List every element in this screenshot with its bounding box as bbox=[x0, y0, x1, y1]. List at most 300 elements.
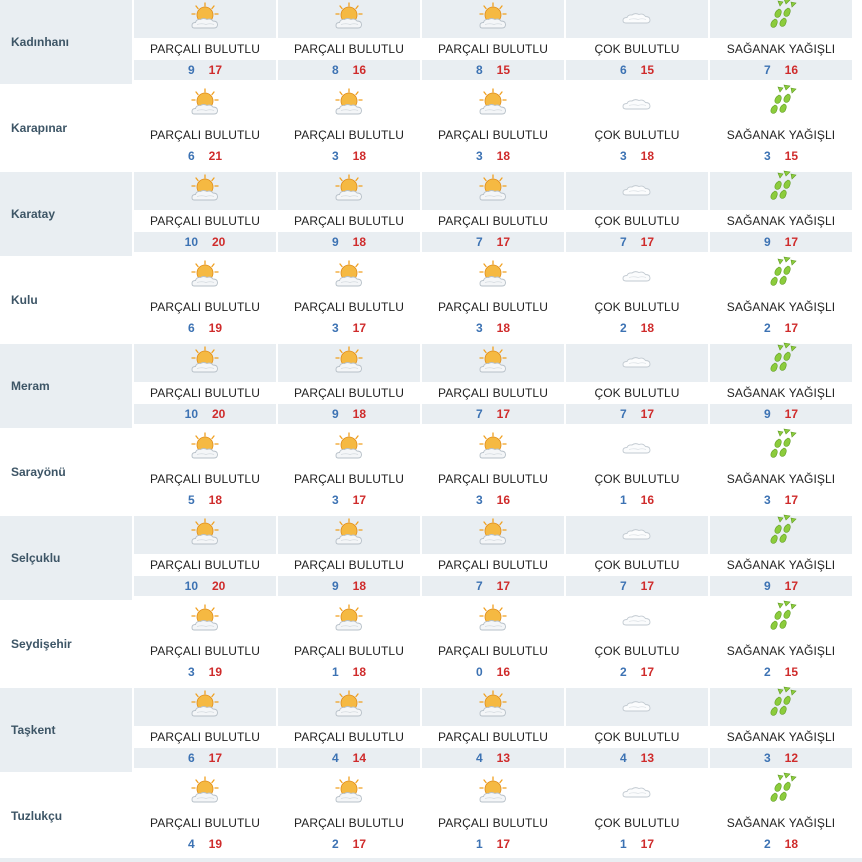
min-temperature: 9 bbox=[763, 235, 771, 249]
day-forecast bbox=[134, 258, 276, 342]
min-temperature: 10 bbox=[184, 579, 198, 593]
temperature-range bbox=[422, 404, 564, 424]
weather-icon-area bbox=[710, 0, 852, 38]
weather-icon-area bbox=[278, 516, 420, 554]
cloudy-icon bbox=[620, 517, 654, 554]
city-name[interactable]: Karatay bbox=[0, 172, 132, 256]
cloudy-icon bbox=[620, 345, 654, 382]
min-temperature: 10 bbox=[184, 407, 198, 421]
day-forecast bbox=[710, 774, 852, 858]
weather-icon-area bbox=[566, 0, 708, 38]
condition-label: PARÇALI BULUTLU bbox=[150, 730, 260, 744]
partly-cloudy-icon bbox=[332, 517, 366, 554]
min-temperature: 3 bbox=[187, 665, 195, 679]
temperature-range bbox=[422, 318, 564, 338]
weather-icon-area bbox=[278, 344, 420, 382]
cloudy-icon bbox=[620, 431, 654, 468]
forecast-row bbox=[0, 430, 862, 514]
partly-cloudy-icon bbox=[332, 259, 366, 296]
max-temperature: 17 bbox=[784, 579, 799, 593]
partly-cloudy-icon bbox=[188, 259, 222, 296]
max-temperature: 20 bbox=[212, 235, 226, 249]
condition-label: PARÇALI BULUTLU bbox=[294, 386, 404, 400]
weather-icon-area bbox=[566, 344, 708, 382]
partly-cloudy-icon bbox=[188, 775, 222, 812]
condition-label: PARÇALI BULUTLU bbox=[150, 128, 260, 142]
day-forecast bbox=[566, 258, 708, 342]
day-forecast bbox=[278, 774, 420, 858]
min-temperature: 3 bbox=[619, 149, 627, 163]
min-temperature: 4 bbox=[619, 751, 627, 765]
day-forecast bbox=[710, 0, 852, 84]
max-temperature: 18 bbox=[640, 149, 655, 163]
weather-icon-area bbox=[566, 258, 708, 296]
partly-cloudy-icon bbox=[188, 345, 222, 382]
min-temperature: 1 bbox=[331, 665, 339, 679]
min-temperature: 7 bbox=[619, 579, 627, 593]
condition-label: SAĞANAK YAĞIŞLI bbox=[726, 644, 836, 658]
condition-label: PARÇALI BULUTLU bbox=[294, 730, 404, 744]
temperature-range bbox=[278, 60, 420, 80]
weather-icon-area bbox=[566, 688, 708, 726]
min-temperature: 3 bbox=[475, 149, 483, 163]
partly-cloudy-icon bbox=[332, 431, 366, 468]
max-temperature: 21 bbox=[208, 149, 223, 163]
min-temperature: 1 bbox=[475, 837, 483, 851]
temperature-range bbox=[710, 662, 852, 682]
temperature-range bbox=[422, 576, 564, 596]
weather-icon-area bbox=[134, 86, 276, 124]
partly-cloudy-icon bbox=[188, 1, 222, 38]
city-name[interactable]: Sarayönü bbox=[11, 465, 66, 479]
min-temperature: 7 bbox=[763, 63, 771, 77]
weather-icon-area bbox=[710, 258, 852, 296]
max-temperature: 15 bbox=[640, 63, 655, 77]
weather-icon-area bbox=[422, 86, 564, 124]
temperature-range bbox=[422, 146, 564, 166]
day-forecast bbox=[134, 344, 276, 428]
partly-cloudy-icon bbox=[188, 603, 222, 640]
forecast-row bbox=[0, 688, 862, 772]
temperature-range bbox=[422, 662, 564, 682]
max-temperature: 17 bbox=[784, 407, 799, 421]
weather-icon-area bbox=[422, 258, 564, 296]
min-temperature: 10 bbox=[184, 235, 198, 249]
temperature-range bbox=[134, 576, 276, 596]
condition-label: ÇOK BULUTLU bbox=[594, 300, 680, 314]
temperature-range bbox=[710, 232, 852, 252]
partly-cloudy-icon bbox=[188, 173, 222, 210]
min-temperature: 3 bbox=[475, 493, 483, 507]
condition-label: PARÇALI BULUTLU bbox=[438, 128, 548, 142]
temperature-range bbox=[278, 662, 420, 682]
day-forecast bbox=[422, 172, 564, 256]
day-forecast bbox=[134, 602, 276, 686]
weather-icon-area bbox=[278, 0, 420, 38]
day-forecast bbox=[422, 258, 564, 342]
max-temperature: 19 bbox=[208, 321, 223, 335]
max-temperature: 17 bbox=[352, 493, 367, 507]
day-forecast bbox=[278, 602, 420, 686]
min-temperature: 3 bbox=[475, 321, 483, 335]
cloudy-icon bbox=[620, 173, 654, 210]
city-name[interactable]: Tuzlukçu bbox=[11, 809, 63, 823]
day-forecast bbox=[422, 516, 564, 600]
weather-icon-area bbox=[422, 344, 564, 382]
temperature-range bbox=[422, 60, 564, 80]
day-forecast bbox=[710, 258, 852, 342]
partly-cloudy-icon bbox=[476, 87, 510, 124]
max-temperature: 17 bbox=[496, 579, 511, 593]
forecast-row bbox=[0, 516, 862, 600]
temperature-range bbox=[566, 232, 708, 252]
weather-icon-area bbox=[134, 172, 276, 210]
temperature-range bbox=[134, 232, 276, 252]
condition-label: PARÇALI BULUTLU bbox=[438, 558, 548, 572]
temperature-range bbox=[278, 576, 420, 596]
weather-icon-area bbox=[134, 516, 276, 554]
weather-icon-area bbox=[278, 774, 420, 812]
max-temperature: 14 bbox=[352, 751, 367, 765]
max-temperature: 18 bbox=[496, 321, 511, 335]
cloudy-icon bbox=[620, 259, 654, 296]
partly-cloudy-icon bbox=[476, 431, 510, 468]
day-forecast bbox=[278, 86, 420, 170]
day-forecast bbox=[278, 172, 420, 256]
condition-label: PARÇALI BULUTLU bbox=[294, 300, 404, 314]
condition-label: PARÇALI BULUTLU bbox=[294, 128, 404, 142]
max-temperature: 18 bbox=[784, 837, 799, 851]
temperature-range bbox=[422, 232, 564, 252]
weather-icon-area bbox=[710, 344, 852, 382]
shower-rain-icon bbox=[764, 513, 798, 554]
max-temperature: 17 bbox=[784, 235, 799, 249]
temperature-range bbox=[710, 60, 852, 80]
city-name[interactable]: Karapınar bbox=[11, 121, 68, 135]
city-name[interactable]: Kadınhanı bbox=[0, 0, 132, 84]
partly-cloudy-icon bbox=[476, 259, 510, 296]
temperature-range bbox=[134, 490, 276, 510]
condition-label: ÇOK BULUTLU bbox=[594, 730, 680, 744]
day-forecast bbox=[566, 344, 708, 428]
max-temperature: 15 bbox=[496, 63, 511, 77]
condition-label: PARÇALI BULUTLU bbox=[150, 644, 260, 658]
max-temperature: 18 bbox=[640, 321, 655, 335]
condition-label: PARÇALI BULUTLU bbox=[294, 558, 404, 572]
weather-icon-area bbox=[710, 172, 852, 210]
temperature-range bbox=[278, 318, 420, 338]
temperature-range bbox=[134, 146, 276, 166]
min-temperature: 5 bbox=[187, 493, 195, 507]
city-name[interactable]: Selçuklu bbox=[0, 516, 132, 600]
temperature-range bbox=[422, 834, 564, 854]
day-forecast bbox=[278, 688, 420, 772]
max-temperature: 13 bbox=[640, 751, 655, 765]
condition-label: PARÇALI BULUTLU bbox=[294, 816, 404, 830]
day-forecast bbox=[278, 0, 420, 84]
max-temperature: 17 bbox=[640, 837, 655, 851]
day-forecast bbox=[710, 344, 852, 428]
temperature-range bbox=[134, 318, 276, 338]
day-forecast bbox=[566, 602, 708, 686]
partly-cloudy-icon bbox=[332, 689, 366, 726]
min-temperature: 9 bbox=[187, 63, 195, 77]
condition-label: PARÇALI BULUTLU bbox=[438, 386, 548, 400]
weather-icon-area bbox=[134, 774, 276, 812]
weather-icon-area bbox=[422, 688, 564, 726]
min-temperature: 2 bbox=[331, 837, 339, 851]
max-temperature: 18 bbox=[352, 149, 367, 163]
temperature-range bbox=[278, 404, 420, 424]
partly-cloudy-icon bbox=[332, 345, 366, 382]
max-temperature: 12 bbox=[784, 751, 799, 765]
min-temperature: 7 bbox=[475, 579, 483, 593]
condition-label: SAĞANAK YAĞIŞLI bbox=[726, 128, 836, 142]
day-forecast bbox=[134, 0, 276, 84]
min-temperature: 8 bbox=[331, 63, 339, 77]
max-temperature: 17 bbox=[784, 493, 799, 507]
day-forecast bbox=[134, 86, 276, 170]
day-forecast bbox=[710, 602, 852, 686]
max-temperature: 17 bbox=[640, 407, 655, 421]
city-name[interactable]: Taşkent bbox=[0, 688, 132, 772]
condition-label: PARÇALI BULUTLU bbox=[438, 730, 548, 744]
condition-label: PARÇALI BULUTLU bbox=[294, 214, 404, 228]
temperature-range bbox=[566, 748, 708, 768]
min-temperature: 3 bbox=[763, 149, 771, 163]
day-forecast bbox=[134, 516, 276, 600]
partly-cloudy-icon bbox=[476, 775, 510, 812]
weather-icon-area bbox=[278, 86, 420, 124]
max-temperature: 20 bbox=[212, 579, 226, 593]
day-forecast bbox=[278, 430, 420, 514]
temperature-range bbox=[134, 60, 276, 80]
condition-label: PARÇALI BULUTLU bbox=[294, 644, 404, 658]
forecast-row bbox=[0, 774, 862, 858]
temperature-range bbox=[134, 834, 276, 854]
temperature-range bbox=[278, 146, 420, 166]
weather-icon-area bbox=[422, 430, 564, 468]
cloudy-icon bbox=[620, 689, 654, 726]
max-temperature: 17 bbox=[352, 837, 367, 851]
min-temperature: 3 bbox=[763, 493, 771, 507]
max-temperature: 18 bbox=[496, 149, 511, 163]
day-forecast bbox=[710, 430, 852, 514]
weather-icon-area bbox=[278, 688, 420, 726]
partly-cloudy-icon bbox=[188, 689, 222, 726]
min-temperature: 0 bbox=[475, 665, 483, 679]
weather-icon-area bbox=[566, 516, 708, 554]
day-forecast bbox=[566, 86, 708, 170]
min-temperature: 2 bbox=[763, 665, 771, 679]
condition-label: SAĞANAK YAĞIŞLI bbox=[726, 558, 836, 572]
day-forecast bbox=[422, 602, 564, 686]
weather-icon-area bbox=[134, 602, 276, 640]
max-temperature: 17 bbox=[496, 235, 511, 249]
min-temperature: 3 bbox=[331, 493, 339, 507]
day-forecast bbox=[422, 430, 564, 514]
max-temperature: 17 bbox=[640, 665, 655, 679]
partly-cloudy-icon bbox=[476, 517, 510, 554]
min-temperature: 7 bbox=[475, 407, 483, 421]
condition-label: SAĞANAK YAĞIŞLI bbox=[726, 730, 836, 744]
condition-label: ÇOK BULUTLU bbox=[594, 386, 680, 400]
max-temperature: 19 bbox=[208, 665, 223, 679]
partly-cloudy-icon bbox=[476, 173, 510, 210]
max-temperature: 17 bbox=[208, 63, 223, 77]
forecast-row bbox=[0, 344, 862, 428]
weather-icon-area bbox=[710, 430, 852, 468]
min-temperature: 2 bbox=[763, 321, 771, 335]
temperature-range bbox=[134, 662, 276, 682]
max-temperature: 17 bbox=[496, 407, 511, 421]
day-forecast bbox=[422, 344, 564, 428]
weather-icon-area bbox=[710, 774, 852, 812]
weather-icon-area bbox=[134, 258, 276, 296]
condition-label: PARÇALI BULUTLU bbox=[438, 644, 548, 658]
temperature-range bbox=[278, 748, 420, 768]
condition-label: PARÇALI BULUTLU bbox=[294, 472, 404, 486]
temperature-range bbox=[566, 490, 708, 510]
min-temperature: 4 bbox=[331, 751, 339, 765]
temperature-range bbox=[710, 576, 852, 596]
weather-icon-area bbox=[134, 430, 276, 468]
day-forecast bbox=[566, 516, 708, 600]
shower-rain-icon bbox=[764, 341, 798, 382]
max-temperature: 16 bbox=[496, 493, 511, 507]
temperature-range bbox=[566, 834, 708, 854]
partly-cloudy-icon bbox=[332, 775, 366, 812]
temperature-range bbox=[278, 232, 420, 252]
temperature-range bbox=[566, 318, 708, 338]
temperature-range bbox=[566, 576, 708, 596]
forecast-row bbox=[0, 172, 862, 256]
partly-cloudy-icon bbox=[476, 603, 510, 640]
day-forecast bbox=[566, 172, 708, 256]
temperature-range bbox=[422, 748, 564, 768]
max-temperature: 18 bbox=[352, 407, 367, 421]
temperature-range bbox=[710, 490, 852, 510]
max-temperature: 18 bbox=[352, 579, 367, 593]
cloudy-icon bbox=[620, 603, 654, 640]
condition-label: PARÇALI BULUTLU bbox=[150, 214, 260, 228]
condition-label: PARÇALI BULUTLU bbox=[150, 300, 260, 314]
day-forecast bbox=[710, 86, 852, 170]
temperature-range bbox=[710, 748, 852, 768]
weather-icon-area bbox=[278, 430, 420, 468]
condition-label: PARÇALI BULUTLU bbox=[438, 300, 548, 314]
day-forecast bbox=[422, 86, 564, 170]
condition-label: PARÇALI BULUTLU bbox=[438, 214, 548, 228]
condition-label: ÇOK BULUTLU bbox=[594, 472, 680, 486]
cloudy-icon bbox=[620, 87, 654, 124]
weather-icon-area bbox=[278, 172, 420, 210]
partly-cloudy-icon bbox=[188, 87, 222, 124]
condition-label: ÇOK BULUTLU bbox=[594, 128, 680, 142]
day-forecast bbox=[278, 516, 420, 600]
city-name[interactable]: Kulu bbox=[11, 293, 38, 307]
partly-cloudy-icon bbox=[476, 689, 510, 726]
day-forecast bbox=[278, 344, 420, 428]
partly-cloudy-icon bbox=[476, 1, 510, 38]
temperature-range bbox=[710, 834, 852, 854]
condition-label: SAĞANAK YAĞIŞLI bbox=[726, 472, 836, 486]
day-forecast bbox=[710, 688, 852, 772]
max-temperature: 17 bbox=[208, 751, 223, 765]
forecast-row bbox=[0, 258, 862, 342]
max-temperature: 17 bbox=[640, 235, 655, 249]
day-forecast bbox=[134, 430, 276, 514]
temperature-range bbox=[566, 404, 708, 424]
condition-label: PARÇALI BULUTLU bbox=[438, 816, 548, 830]
min-temperature: 6 bbox=[187, 321, 195, 335]
weather-icon-area bbox=[422, 516, 564, 554]
max-temperature: 16 bbox=[352, 63, 367, 77]
weather-icon-area bbox=[134, 688, 276, 726]
temperature-range bbox=[278, 490, 420, 510]
min-temperature: 9 bbox=[331, 407, 339, 421]
partly-cloudy-icon bbox=[332, 1, 366, 38]
min-temperature: 2 bbox=[763, 837, 771, 851]
temperature-range bbox=[422, 490, 564, 510]
weather-icon-area bbox=[422, 172, 564, 210]
condition-label: PARÇALI BULUTLU bbox=[150, 558, 260, 572]
max-temperature: 18 bbox=[352, 235, 367, 249]
partly-cloudy-icon bbox=[476, 345, 510, 382]
day-forecast bbox=[422, 0, 564, 84]
min-temperature: 1 bbox=[619, 493, 627, 507]
temperature-range bbox=[566, 60, 708, 80]
max-temperature: 17 bbox=[640, 579, 655, 593]
shower-rain-icon bbox=[764, 83, 798, 124]
condition-label: PARÇALI BULUTLU bbox=[150, 42, 260, 56]
temperature-range bbox=[710, 318, 852, 338]
forecast-row bbox=[0, 0, 862, 84]
min-temperature: 8 bbox=[475, 63, 483, 77]
partly-cloudy-icon bbox=[332, 603, 366, 640]
shower-rain-icon bbox=[764, 169, 798, 210]
weather-icon-area bbox=[422, 0, 564, 38]
partly-cloudy-icon bbox=[332, 173, 366, 210]
weather-icon-area bbox=[134, 344, 276, 382]
condition-label: ÇOK BULUTLU bbox=[594, 214, 680, 228]
city-name[interactable]: Seydişehir bbox=[11, 637, 72, 651]
temperature-range bbox=[710, 404, 852, 424]
max-temperature: 18 bbox=[352, 665, 367, 679]
max-temperature: 19 bbox=[208, 837, 223, 851]
day-forecast bbox=[566, 430, 708, 514]
condition-label: PARÇALI BULUTLU bbox=[150, 386, 260, 400]
shower-rain-icon bbox=[764, 599, 798, 640]
max-temperature: 15 bbox=[784, 665, 799, 679]
day-forecast bbox=[710, 516, 852, 600]
weather-icon-area bbox=[422, 774, 564, 812]
condition-label: PARÇALI BULUTLU bbox=[294, 42, 404, 56]
partly-cloudy-icon bbox=[188, 517, 222, 554]
min-temperature: 2 bbox=[619, 321, 627, 335]
partly-cloudy-icon bbox=[332, 87, 366, 124]
day-forecast bbox=[710, 172, 852, 256]
forecast-row bbox=[0, 602, 862, 686]
max-temperature: 20 bbox=[212, 407, 226, 421]
min-temperature: 7 bbox=[475, 235, 483, 249]
shower-rain-icon bbox=[764, 0, 798, 38]
city-name[interactable]: Meram bbox=[0, 344, 132, 428]
partly-cloudy-icon bbox=[188, 431, 222, 468]
temperature-range bbox=[566, 662, 708, 682]
min-temperature: 1 bbox=[619, 837, 627, 851]
weather-icon-area bbox=[566, 602, 708, 640]
